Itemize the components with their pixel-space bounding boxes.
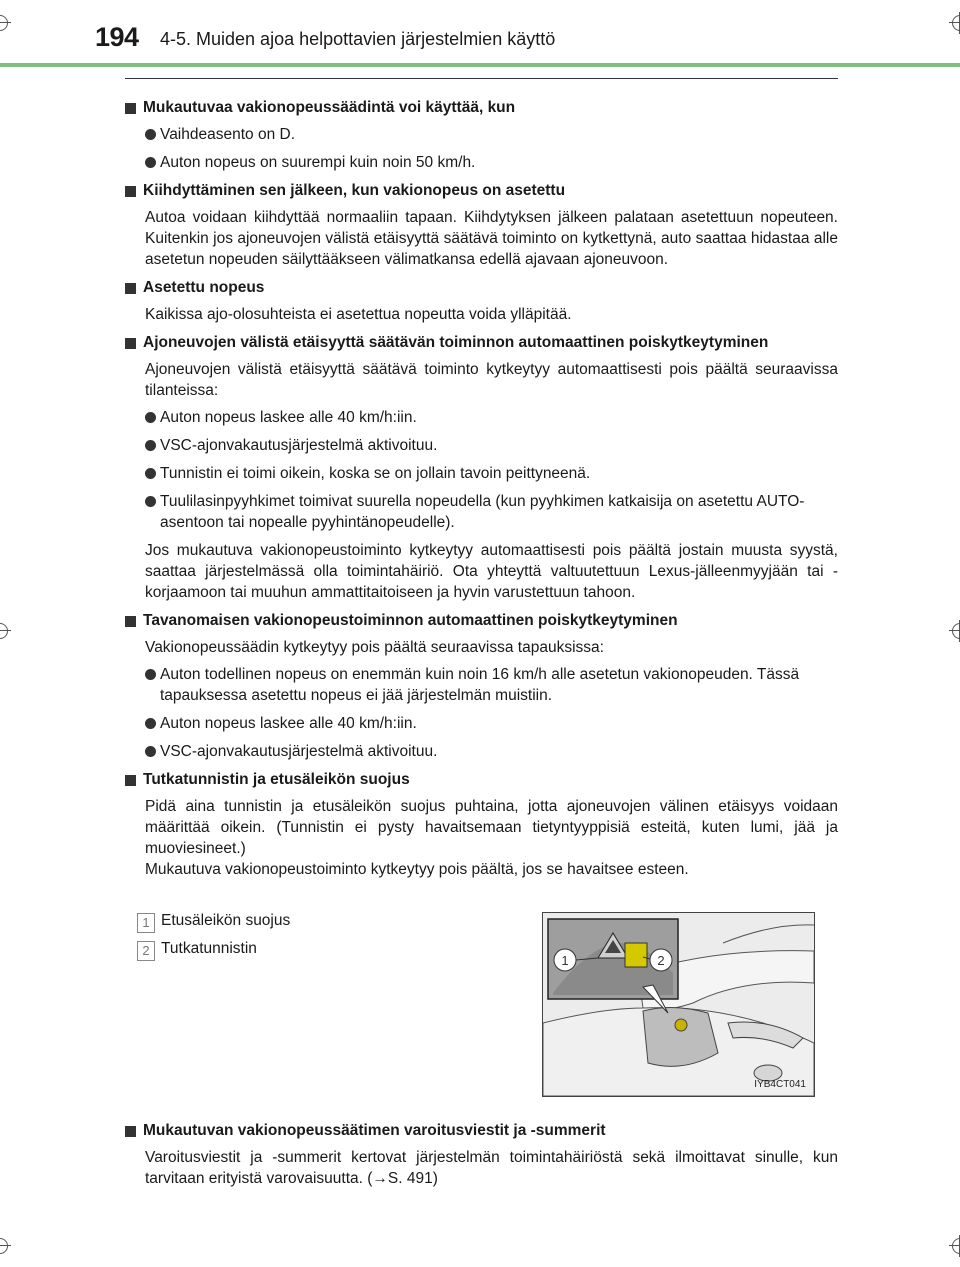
- section-heading: [125, 610, 838, 631]
- paragraph: Autoa voidaan kiihdyttää normaaliin tapaan. Kiihdytyksen jälkeen palataan asetettuun nopeuteen. Kuitenkin jos ajoneuvojen välistä etäisyyttä säätävä toiminto on kytkettynä, auto saattaa hidastaa alle asetetun nopeuden säilyttääkseen välimatkansa edellä ajavaan ajoneuvoon.: [145, 209, 838, 268]
- heading-text: Ajoneuvojen välistä etäisyyttä säätävän toiminnon automaattinen poiskytkeytyminen: [143, 334, 769, 351]
- bullet-item: [125, 463, 838, 484]
- bullet-text: Auton nopeus laskee alle 40 km/h:iin.: [160, 715, 417, 732]
- callout-label: Tutkatunnistin: [161, 940, 257, 957]
- registration-mark: [0, 620, 11, 642]
- bullet-text: Auton nopeus laskee alle 40 km/h:iin.: [160, 409, 417, 426]
- heading-text: Asetettu nopeus: [143, 279, 265, 296]
- round-bullet-icon: [145, 440, 156, 451]
- callout-label: Etusäleikön suojus: [161, 912, 291, 929]
- paragraph: Ajoneuvojen välistä etäisyyttä säätävä toiminto kytkeytyy automaattisesti pois päältä seuraavissa tilanteissa:: [145, 361, 838, 399]
- bullet-item: [125, 713, 838, 734]
- registration-mark: [0, 12, 11, 34]
- svg-text:1: 1: [561, 953, 569, 968]
- square-bullet-icon: [125, 775, 136, 786]
- square-bullet-icon: [125, 1126, 136, 1137]
- bullet-item: [125, 124, 838, 145]
- bullet-item: [125, 407, 838, 428]
- square-bullet-icon: [125, 338, 136, 349]
- section-heading: [125, 180, 838, 201]
- paragraph: Kaikissa ajo-olosuhteista ei asetettua nopeutta voida ylläpitää.: [145, 306, 572, 323]
- registration-mark: [949, 620, 960, 642]
- car-front-illustration: [542, 912, 815, 1097]
- bullet-text: Tunnistin ei toimi oikein, koska se on jollain tavoin peittyneenä.: [160, 465, 591, 482]
- round-bullet-icon: [145, 496, 156, 507]
- last-section: [125, 1120, 838, 1195]
- car-front-drawing: [543, 913, 814, 1096]
- round-bullet-icon: [145, 746, 156, 757]
- bullet-text: Auton nopeus on suurempi kuin noin 50 km/h.: [160, 154, 476, 171]
- section-title: 4-5. Muiden ajoa helpottavien järjestelmien käyttö: [160, 29, 556, 49]
- bullet-item: [125, 664, 838, 706]
- bullet-item: [125, 741, 838, 762]
- heading-text: Mukautuvan vakionopeussäätimen varoitusviestit ja -summerit: [143, 1122, 606, 1139]
- square-bullet-icon: [125, 103, 136, 114]
- bullet-item: [125, 491, 838, 533]
- registration-mark: [949, 1235, 960, 1257]
- paragraph: Jos mukautuva vakionopeustoiminto kytkeytyy automaattisesti pois päältä jostain muusta syystä, saattaa järjestelmässä olla toimintahäiriö. Ota yhteyttä valtuutettuun Lexus-jälleenmyyjään tai -korjaamoon tai muuhun ammattitaitoiseen ja hyvin varustettuun tahoon.: [145, 542, 838, 601]
- main-content: [125, 90, 838, 886]
- heading-text: Kiihdyttäminen sen jälkeen, kun vakionopeus on asetettu: [143, 182, 566, 199]
- bullet-text: Tuulilasinpyyhkimet toimivat suurella nopeudella (kun pyyhkimen katkaisija on asetettu AUTO-asentoon tai nopealle pyyhintänopeudelle).: [160, 493, 805, 531]
- round-bullet-icon: [145, 157, 156, 168]
- section-heading: [125, 1120, 838, 1141]
- round-bullet-icon: [145, 412, 156, 423]
- bullet-text: Vaihdeasento on D.: [160, 126, 296, 143]
- figure-code: IYB4CT041: [754, 1079, 806, 1090]
- heading-text: Tavanomaisen vakionopeustoiminnon automaattinen poiskytkeytyminen: [143, 612, 678, 629]
- paragraph: Mukautuva vakionopeustoiminto kytkeytyy pois päältä, jos se havaitsee esteen.: [145, 861, 689, 878]
- registration-mark: [0, 1235, 11, 1257]
- square-bullet-icon: [125, 283, 136, 294]
- registration-mark: [949, 12, 960, 34]
- paragraph-text: Pidä aina tunnistin ja etusäleikön suojus puhtaina, jotta ajoneuvojen välinen etäisyys voidaan määrittää oikein. (Tunnistin ei pysty havaitsemaan tietyntyyppisiä esteitä, kuten lumi, jää ja muoviesineet.): [145, 798, 838, 857]
- square-bullet-icon: [125, 616, 136, 627]
- round-bullet-icon: [145, 129, 156, 140]
- header-rule: [125, 78, 838, 79]
- heading-text: Tutkatunnistin ja etusäleikön suojus: [143, 771, 410, 788]
- svg-text:2: 2: [657, 953, 665, 968]
- square-bullet-icon: [125, 186, 136, 197]
- bullet-text: VSC-ajonvakautusjärjestelmä aktivoituu.: [160, 437, 438, 454]
- callout-number: 1: [137, 913, 155, 933]
- page-number: 194: [95, 22, 139, 52]
- section-heading: [125, 769, 838, 790]
- round-bullet-icon: [145, 468, 156, 479]
- round-bullet-icon: [145, 718, 156, 729]
- paragraph: [125, 796, 838, 859]
- bullet-text: Auton todellinen nopeus on enemmän kuin noin 16 km/h alle asetetun vakionopeuden. Tässä tapauksessa asetettu nopeus ei jää järjestelmän muistiin.: [160, 666, 800, 704]
- paragraph: Vakionopeussäädin kytkeytyy pois päältä seuraavissa tapauksissa:: [145, 639, 604, 656]
- callout-item: [125, 940, 385, 962]
- bullet-text: VSC-ajonvakautusjärjestelmä aktivoituu.: [160, 743, 438, 760]
- bullet-item: [125, 152, 838, 173]
- paragraph: Varoitusviestit ja -summerit kertovat järjestelmän toimintahäiriöstä sekä ilmoittavat sinulle, kun tarvitaan erityistä varovaisuutta. (→S. 491): [145, 1149, 838, 1187]
- round-bullet-icon: [145, 669, 156, 680]
- header-bar: [0, 63, 960, 67]
- callout-item: [125, 912, 385, 934]
- section-heading: [125, 332, 838, 353]
- section-heading: [125, 97, 838, 118]
- heading-text: Mukautuvaa vakionopeussäädintä voi käyttää, kun: [143, 99, 516, 116]
- callout-number: 2: [137, 941, 155, 961]
- bullet-item: [125, 435, 838, 456]
- section-heading: [125, 277, 838, 298]
